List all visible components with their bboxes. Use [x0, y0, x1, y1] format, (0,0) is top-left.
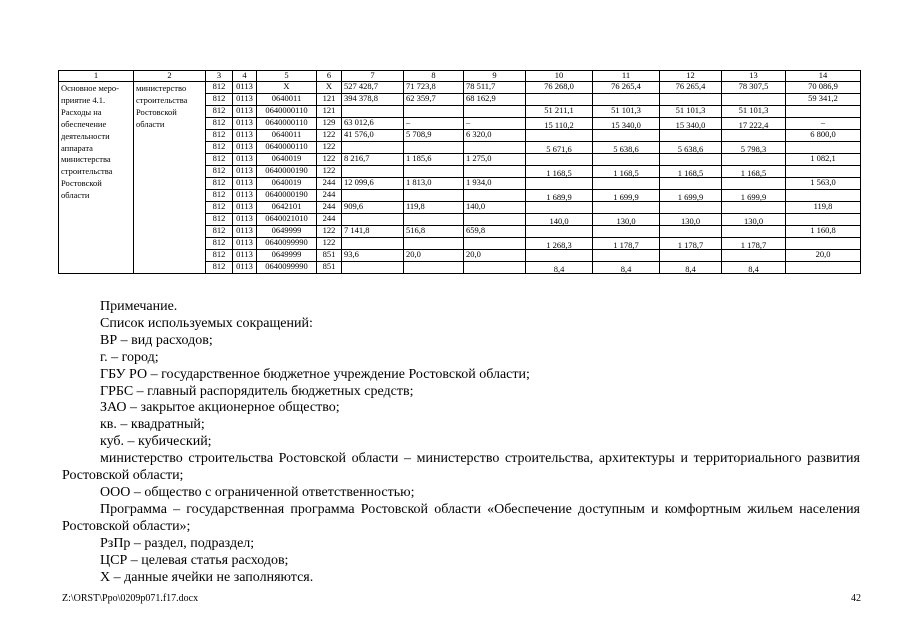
table-cell-c10: 8,4	[526, 262, 593, 274]
table-cell-c12: 5 638,6	[660, 142, 722, 154]
table-cell-c13	[722, 94, 786, 106]
table-cell-c11: 8,4	[593, 262, 660, 274]
table-cell-c12: 130,0	[660, 214, 722, 226]
table-cell-c4: 0113	[233, 214, 257, 226]
column-number-cell: 8	[404, 71, 464, 82]
table-cell-c4: 0113	[233, 94, 257, 106]
table-cell-c11	[593, 250, 660, 262]
table-cell-c13: 51 101,3	[722, 106, 786, 118]
table-cell-c5: 0640011	[257, 130, 317, 142]
table-cell-c3: 812	[206, 214, 233, 226]
table-cell-c3: 812	[206, 190, 233, 202]
footer-file-path: Z:\ORST\Ppo\0209p071.f17.docx	[62, 593, 199, 604]
table-cell-c11: 5 638,6	[593, 142, 660, 154]
table-cell-c7	[342, 190, 404, 202]
table-cell-c10: 15 110,2	[526, 118, 593, 130]
note-line: г. – город;	[100, 349, 159, 365]
table-cell-c10: 1 268,3	[526, 238, 593, 250]
table-cell-c4: 0113	[233, 154, 257, 166]
table-cell-c13	[722, 226, 786, 238]
table-cell-c10: 51 211,1	[526, 106, 593, 118]
table-cell-c13: 130,0	[722, 214, 786, 226]
table-cell-c14	[786, 238, 861, 250]
table-cell-c11: 1 699,9	[593, 190, 660, 202]
table-cell-c14	[786, 214, 861, 226]
table-cell-c12	[660, 250, 722, 262]
table-cell-c13	[722, 250, 786, 262]
table-cell-c11	[593, 202, 660, 214]
table-cell-c12: 76 265,4	[660, 82, 722, 94]
table-cell-c4: 0113	[233, 118, 257, 130]
table-cell-c8	[404, 262, 464, 274]
table-cell-c14: 6 800,0	[786, 130, 861, 142]
table-cell-c6: 122	[317, 154, 342, 166]
table-cell-c10	[526, 250, 593, 262]
table-cell-c14: 59 341,2	[786, 94, 861, 106]
table-cell-c6: 122	[317, 226, 342, 238]
table-cell-c6: 244	[317, 178, 342, 190]
table-cell-c4: 0113	[233, 106, 257, 118]
table-cell-c14: 20,0	[786, 250, 861, 262]
note-line: ЦСР – целевая статья расходов;	[100, 552, 289, 568]
table-cell-c3: 812	[206, 82, 233, 94]
table-cell-c5: 0640021010	[257, 214, 317, 226]
table-cell-c13: 1 168,5	[722, 166, 786, 178]
table-cell-c3: 812	[206, 166, 233, 178]
table-cell-c9	[464, 166, 526, 178]
table-cell-c10	[526, 154, 593, 166]
table-cell-c4: 0113	[233, 178, 257, 190]
table-cell-c14: 1 082,1	[786, 154, 861, 166]
table-cell-c4: 0113	[233, 262, 257, 274]
executor-cell: министерство строительства Ростовской области	[134, 82, 206, 274]
table-cell-c11: 1 168,5	[593, 166, 660, 178]
table-cell-c11	[593, 154, 660, 166]
table-cell-c13: 5 798,3	[722, 142, 786, 154]
table-cell-c11: 130,0	[593, 214, 660, 226]
table-cell-c11	[593, 226, 660, 238]
table-cell-c6: 122	[317, 166, 342, 178]
table-cell-c12: 1 168,5	[660, 166, 722, 178]
table-cell-c8	[404, 106, 464, 118]
table-cell-c8: –	[404, 118, 464, 130]
table-cell-c7: 41 576,0	[342, 130, 404, 142]
column-number-cell: 14	[786, 71, 861, 82]
table-cell-c10: 1 168,5	[526, 166, 593, 178]
footer-page-number: 42	[851, 593, 861, 604]
table-cell-c5: 0649999	[257, 226, 317, 238]
note-line: ВР – вид расходов;	[100, 332, 213, 348]
table-cell-c3: 812	[206, 250, 233, 262]
table-cell-c4: 0113	[233, 226, 257, 238]
table-cell-c5: 0649999	[257, 250, 317, 262]
budget-table	[58, 70, 861, 274]
table-cell-c13: 78 307,5	[722, 82, 786, 94]
note-line: ЗАО – закрытое акционерное общество;	[100, 400, 340, 416]
table-cell-c5: 0640000190	[257, 190, 317, 202]
table-cell-c11	[593, 94, 660, 106]
column-number-cell: 5	[257, 71, 317, 82]
table-cell-c10	[526, 94, 593, 106]
table-cell-c12: 1 178,7	[660, 238, 722, 250]
note-line: РзПр – раздел, подраздел;	[100, 535, 255, 551]
table-cell-c11: 15 340,0	[593, 118, 660, 130]
table-cell-c5: 0640099990	[257, 238, 317, 250]
table-cell-c7	[342, 106, 404, 118]
table-cell-c8	[404, 214, 464, 226]
table-cell-c5: 0640000110	[257, 118, 317, 130]
table-cell-c10: 140,0	[526, 214, 593, 226]
table-cell-c9	[464, 262, 526, 274]
table-cell-c13	[722, 154, 786, 166]
table-cell-c9	[464, 190, 526, 202]
table-cell-c3: 812	[206, 154, 233, 166]
table-cell-c12	[660, 226, 722, 238]
table-cell-c5: 0640019	[257, 178, 317, 190]
note-line: Примечание.	[100, 299, 178, 314]
column-number-cell: 12	[660, 71, 722, 82]
table-cell-c4: 0113	[233, 250, 257, 262]
table-cell-c4: 0113	[233, 142, 257, 154]
table-cell-c11	[593, 178, 660, 190]
note-line: ГБУ РО – государственное бюджетное учреждение Ростовской области;	[100, 366, 530, 382]
table-cell-c8: 119,8	[404, 202, 464, 214]
table-cell-c13: 1 699,9	[722, 190, 786, 202]
table-cell-c10	[526, 202, 593, 214]
table-cell-c14	[786, 106, 861, 118]
table-cell-c9: 1 934,0	[464, 178, 526, 190]
column-number-cell: 6	[317, 71, 342, 82]
table-cell-c6: 851	[317, 262, 342, 274]
table-cell-c7: 7 141,8	[342, 226, 404, 238]
table-cell-c14	[786, 262, 861, 274]
table-body	[59, 82, 861, 274]
table-cell-c7: 394 378,8	[342, 94, 404, 106]
table-cell-c6: 851	[317, 250, 342, 262]
table-cell-c9: 68 162,9	[464, 94, 526, 106]
table-cell-c13	[722, 178, 786, 190]
table-cell-c8	[404, 166, 464, 178]
table-cell-c7	[342, 142, 404, 154]
note-line: кв. – квадратный;	[100, 417, 205, 433]
table-cell-c3: 812	[206, 142, 233, 154]
table-cell-c7: 63 012,6	[342, 118, 404, 130]
table-cell-c7: 8 216,7	[342, 154, 404, 166]
table-cell-c6: 122	[317, 238, 342, 250]
table-cell-c11: 76 265,4	[593, 82, 660, 94]
table-cell-c5: 0640019	[257, 154, 317, 166]
note-line: куб. – кубический;	[100, 434, 212, 450]
note-line: Х – данные ячейки не заполняются.	[100, 569, 314, 585]
table-cell-c7	[342, 166, 404, 178]
table-cell-c4: 0113	[233, 130, 257, 142]
table-cell-c4: 0113	[233, 190, 257, 202]
table-cell-c12: 51 101,3	[660, 106, 722, 118]
table-cell-c3: 812	[206, 106, 233, 118]
table-cell-c12: 1 699,9	[660, 190, 722, 202]
note-line: министерство строительства Ростовской области – министерство строительства, архитектуры и территориального развития Ростовской области;	[62, 451, 860, 484]
column-number-cell: 4	[233, 71, 257, 82]
table-cell-c11	[593, 130, 660, 142]
abbreviations-note	[62, 299, 860, 586]
column-number-cell: 11	[593, 71, 660, 82]
table-cell-c12	[660, 130, 722, 142]
table-cell-c9: 20,0	[464, 250, 526, 262]
table-cell-c13	[722, 202, 786, 214]
table-cell-c9: –	[464, 118, 526, 130]
table-cell-c7	[342, 262, 404, 274]
table-cell-c5: 0640000110	[257, 142, 317, 154]
column-number-cell: 1	[59, 71, 134, 82]
activity-name-cell: Основное меро-приятие 4.1. Расходы на обеспечение деятельности аппарата министерства строительства Ростовской области	[59, 82, 134, 274]
table-cell-c8: 5 708,9	[404, 130, 464, 142]
column-number-row	[59, 71, 861, 82]
note-line: Программа – государственная программа Ростовской области «Обеспечение доступным и комфортным жильем населения Ростовской области»;	[62, 501, 860, 534]
table-cell-c6: 244	[317, 214, 342, 226]
table-cell-c12	[660, 178, 722, 190]
table-cell-c6: 121	[317, 94, 342, 106]
table-cell-c9	[464, 106, 526, 118]
table-cell-c4: 0113	[233, 238, 257, 250]
column-number-cell: 3	[206, 71, 233, 82]
column-number-cell: 13	[722, 71, 786, 82]
table-cell-c8: 1 185,6	[404, 154, 464, 166]
table-cell-c8: 71 723,8	[404, 82, 464, 94]
table-cell-c12	[660, 202, 722, 214]
column-number-cell: 7	[342, 71, 404, 82]
table-cell-c9: 140,0	[464, 202, 526, 214]
table-cell-c12	[660, 154, 722, 166]
table-cell-c4: 0113	[233, 166, 257, 178]
table-cell-c3: 812	[206, 226, 233, 238]
table-cell-c9: 1 275,0	[464, 154, 526, 166]
column-number-cell: 10	[526, 71, 593, 82]
note-line: ООО – общество с ограниченной ответственностью;	[100, 484, 415, 500]
table-cell-c10: 5 671,6	[526, 142, 593, 154]
table-cell-c7: 527 428,7	[342, 82, 404, 94]
table-cell-c9	[464, 142, 526, 154]
table-row	[59, 82, 861, 94]
table-cell-c9: 6 320,0	[464, 130, 526, 142]
table-cell-c6: Х	[317, 82, 342, 94]
table-cell-c14: 70 086,9	[786, 82, 861, 94]
table-cell-c14: 1 563,0	[786, 178, 861, 190]
table-cell-c8: 20,0	[404, 250, 464, 262]
table-cell-c10: 76 268,0	[526, 82, 593, 94]
table-cell-c11: 1 178,7	[593, 238, 660, 250]
note-line: ГРБС – главный распорядитель бюджетных средств;	[100, 383, 414, 399]
table-cell-c13	[722, 130, 786, 142]
table-cell-c14: 119,8	[786, 202, 861, 214]
table-cell-c5: 0640011	[257, 94, 317, 106]
table-cell-c10	[526, 130, 593, 142]
column-number-cell: 9	[464, 71, 526, 82]
table-cell-c7: 93,6	[342, 250, 404, 262]
table-cell-c8: 1 813,0	[404, 178, 464, 190]
table-cell-c10	[526, 178, 593, 190]
table-cell-c4: 0113	[233, 82, 257, 94]
table-cell-c7: 909,6	[342, 202, 404, 214]
table-cell-c5: 0640000110	[257, 106, 317, 118]
table-cell-c14	[786, 190, 861, 202]
table-cell-c8: 62 359,7	[404, 94, 464, 106]
table-cell-c8	[404, 238, 464, 250]
table-cell-c14: –	[786, 118, 861, 130]
table-cell-c9: 78 511,7	[464, 82, 526, 94]
table-cell-c9: 659,8	[464, 226, 526, 238]
table-cell-c6: 244	[317, 202, 342, 214]
table-cell-c12: 15 340,0	[660, 118, 722, 130]
table-cell-c3: 812	[206, 118, 233, 130]
table-cell-c8	[404, 142, 464, 154]
table-cell-c13: 1 178,7	[722, 238, 786, 250]
table-cell-c12	[660, 94, 722, 106]
table-cell-c4: 0113	[233, 202, 257, 214]
table-cell-c6: 122	[317, 142, 342, 154]
table-cell-c6: 122	[317, 130, 342, 142]
table-cell-c5: 0642101	[257, 202, 317, 214]
table-cell-c14	[786, 166, 861, 178]
table-cell-c10: 1 689,9	[526, 190, 593, 202]
table-cell-c11: 51 101,3	[593, 106, 660, 118]
table-cell-c13: 8,4	[722, 262, 786, 274]
table-cell-c10	[526, 226, 593, 238]
table-cell-c3: 812	[206, 94, 233, 106]
table-cell-c9	[464, 214, 526, 226]
column-number-cell: 2	[134, 71, 206, 82]
table-cell-c7: 12 099,6	[342, 178, 404, 190]
table-cell-c3: 812	[206, 262, 233, 274]
table-cell-c5: 0640099990	[257, 262, 317, 274]
table-cell-c12: 8,4	[660, 262, 722, 274]
table-cell-c8: 516,8	[404, 226, 464, 238]
table-cell-c5: Х	[257, 82, 317, 94]
table-cell-c14	[786, 142, 861, 154]
table-cell-c6: 129	[317, 118, 342, 130]
table-cell-c3: 812	[206, 130, 233, 142]
table-cell-c3: 812	[206, 202, 233, 214]
table-cell-c6: 244	[317, 190, 342, 202]
table-cell-c14: 1 160,8	[786, 226, 861, 238]
table-cell-c6: 121	[317, 106, 342, 118]
table-cell-c7	[342, 238, 404, 250]
table-cell-c3: 812	[206, 238, 233, 250]
table-cell-c3: 812	[206, 178, 233, 190]
table-cell-c7	[342, 214, 404, 226]
table-cell-c8	[404, 190, 464, 202]
table-cell-c9	[464, 238, 526, 250]
note-line: Список используемых сокращений:	[100, 315, 313, 331]
table-cell-c5: 0640000190	[257, 166, 317, 178]
table-cell-c13: 17 222,4	[722, 118, 786, 130]
